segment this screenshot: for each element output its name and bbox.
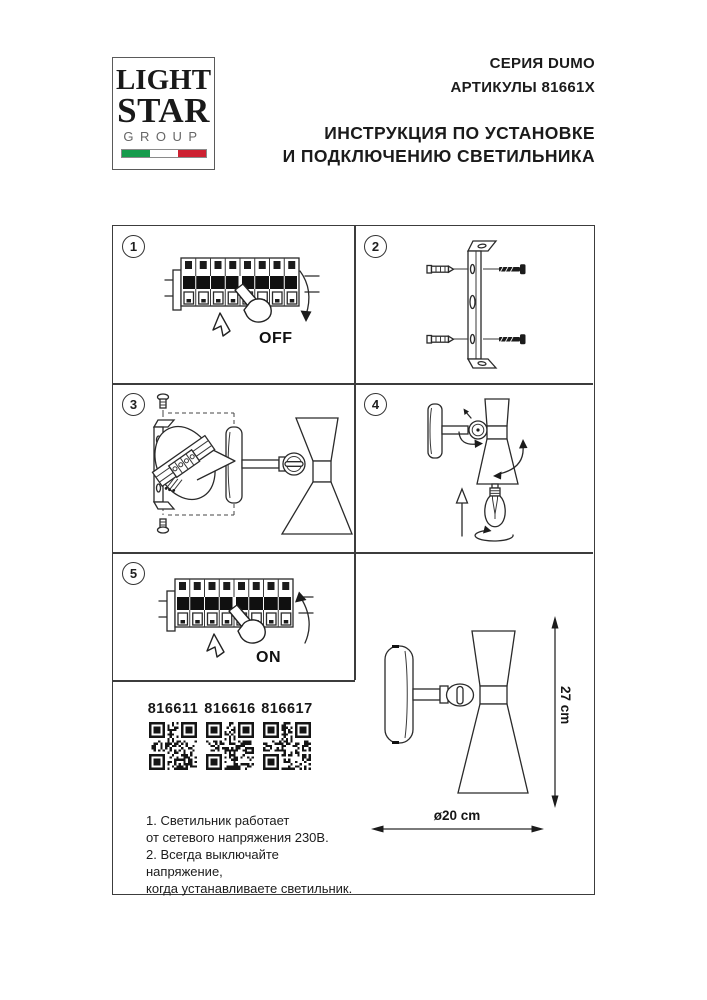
doc-title-line2: И ПОДКЛЮЧЕНИЮ СВЕТИЛЬНИКА bbox=[282, 146, 595, 166]
arrow-up-icon bbox=[291, 591, 319, 651]
wall-anchor-icon bbox=[427, 266, 468, 274]
dimension-drawing bbox=[355, 553, 593, 893]
article-column bbox=[259, 701, 315, 775]
flag-white bbox=[150, 150, 178, 157]
off-label: OFF bbox=[259, 330, 293, 347]
step-1-badge bbox=[122, 235, 145, 258]
qr-code bbox=[206, 722, 254, 770]
step-3-panel bbox=[113, 384, 354, 552]
qr-code bbox=[149, 722, 197, 770]
step-4-panel bbox=[355, 384, 593, 552]
article-column bbox=[145, 701, 201, 775]
wall-canopy bbox=[385, 646, 413, 743]
note-line: от сетевого напряжения 230В. bbox=[146, 830, 329, 845]
step-3-number: 3 bbox=[129, 397, 138, 412]
screw-in-arrow-icon bbox=[475, 526, 513, 541]
diameter-label: ø20 cm bbox=[433, 808, 481, 823]
step-5-panel bbox=[113, 553, 354, 680]
step-3-illustration bbox=[113, 384, 354, 552]
wall-anchor-icon bbox=[427, 336, 468, 344]
step-4-illustration bbox=[355, 384, 593, 552]
note-line: 2. Всегда выключайте напряжение, bbox=[146, 847, 279, 879]
diameter-dimension bbox=[371, 808, 544, 833]
arrow-down-icon bbox=[295, 268, 321, 326]
header bbox=[283, 52, 595, 168]
on-label: ON bbox=[256, 649, 281, 666]
note-line: когда устанавливаете светильник. bbox=[146, 881, 353, 896]
adjust-knob-icon bbox=[469, 421, 487, 439]
logo-word-group: GROUP bbox=[123, 129, 204, 144]
series-line: СЕРИЯ DUMO bbox=[489, 55, 595, 72]
lamp-arm bbox=[413, 686, 448, 703]
qr-code bbox=[263, 722, 311, 770]
height-label: 27 cm bbox=[558, 686, 573, 725]
step-5-number: 5 bbox=[129, 566, 138, 581]
step-4-number: 4 bbox=[371, 397, 380, 412]
insert-arrow-icon bbox=[457, 489, 468, 536]
screw-icon bbox=[483, 334, 526, 344]
article-column bbox=[202, 701, 258, 775]
doc-title-line1: ИНСТРУКЦИЯ ПО УСТАНОВКЕ bbox=[324, 123, 595, 143]
articles-line: АРТИКУЛЫ 81661X bbox=[450, 79, 595, 96]
step-2-panel bbox=[355, 226, 593, 383]
flag-green bbox=[122, 150, 150, 157]
lamp-shade bbox=[458, 631, 528, 793]
height-dimension bbox=[552, 616, 574, 808]
step-5-badge bbox=[122, 562, 145, 585]
article-code: 816616 bbox=[204, 701, 256, 717]
article-code: 816617 bbox=[261, 701, 313, 717]
bulb-icon bbox=[485, 484, 505, 527]
steps-grid bbox=[112, 225, 595, 895]
italian-flag-bar bbox=[121, 149, 207, 158]
lamp-shade bbox=[282, 418, 352, 534]
screw-icon bbox=[483, 264, 526, 274]
adjust-knob-icon bbox=[283, 453, 305, 475]
logo-word-light: LIGHT bbox=[115, 64, 212, 96]
lamp-arm bbox=[242, 457, 285, 471]
step-1-number: 1 bbox=[129, 239, 138, 254]
safety-notes bbox=[146, 812, 354, 897]
dimensions-block bbox=[355, 553, 593, 893]
step-2-illustration bbox=[355, 226, 593, 383]
step-1-panel bbox=[113, 226, 354, 383]
step-2-number: 2 bbox=[371, 239, 380, 254]
logo-word-star: STAR bbox=[117, 91, 210, 130]
adjust-knob-icon bbox=[447, 684, 474, 706]
lightstar-logo bbox=[112, 57, 215, 170]
lamp-shade bbox=[477, 399, 518, 484]
mounting-bracket-icon bbox=[468, 241, 496, 368]
articles-block bbox=[113, 681, 354, 896]
article-code: 816611 bbox=[147, 701, 199, 717]
wall-canopy bbox=[428, 404, 442, 458]
flag-red bbox=[178, 150, 206, 157]
note-line: 1. Светильник работает bbox=[146, 813, 290, 828]
lamp-arm bbox=[442, 426, 468, 434]
